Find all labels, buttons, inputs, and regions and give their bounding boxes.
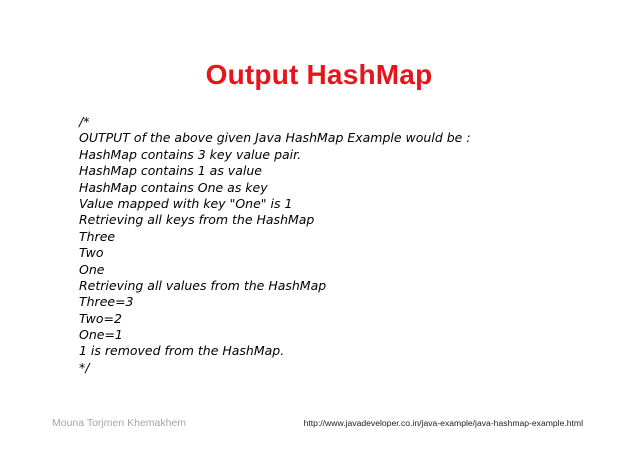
code-line: */ [79,359,90,375]
code-line: HashMap contains 1 as value [79,163,262,179]
code-line: Retrieving all values from the HashMap [79,277,327,293]
code-line: 1 is removed from the HashMap. [79,343,285,359]
code-line: HashMap contains 3 key value pair. [79,146,302,162]
footer-author: Mouna Torjmen Khemakhem [52,417,187,429]
code-line: Three=3 [79,294,134,310]
footer-source-url[interactable]: http://www.javadeveloper.co.in/java-example/java-hashmap-example.html [303,418,583,428]
code-line: Value mapped with key "One" is 1 [79,195,293,211]
code-line: One [79,261,105,277]
code-line: Three [79,228,116,244]
code-line: /* [79,114,90,129]
code-line: Two [79,245,104,261]
output-code-block [79,114,471,376]
code-line: HashMap contains One as key [79,179,268,195]
slide-title: Output HashMap [205,59,433,90]
code-line: Two=2 [79,310,122,326]
code-line: Retrieving all keys from the HashMap [79,212,315,228]
code-line: One=1 [79,327,123,343]
code-line: OUTPUT of the above given Java HashMap Example would be : [79,130,471,146]
